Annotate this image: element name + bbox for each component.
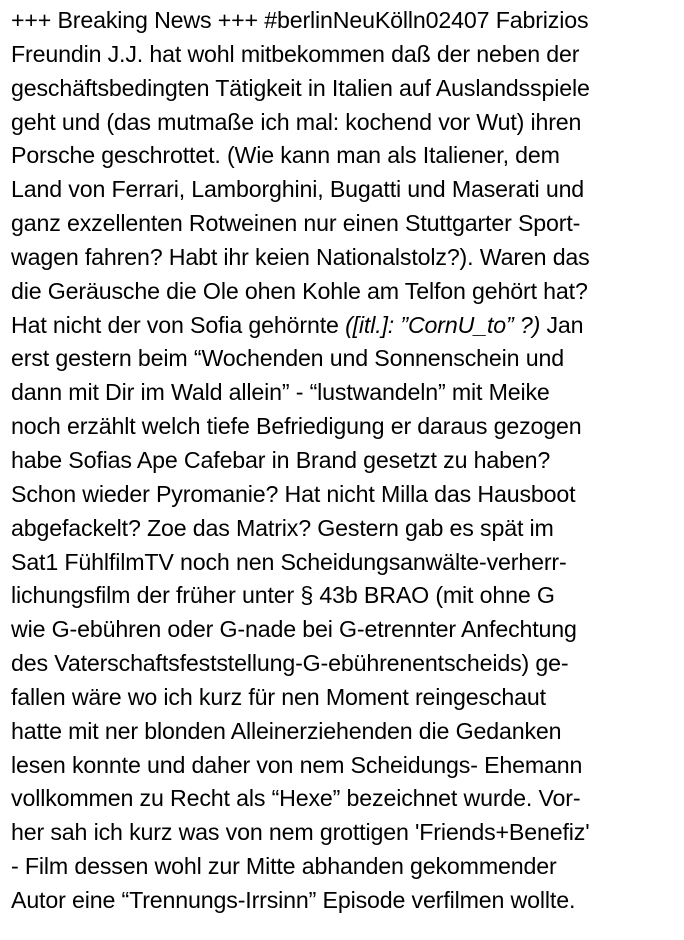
text-line: vollkommen zu Recht als “Hexe” bezeichnet wurde. Vor-: [11, 785, 581, 812]
text-line: Autor eine “Trennungs-Irrsinn” Episode verfilmen wollte.: [11, 886, 576, 913]
text-line: geschäftsbedingten Tätigkeit in Italien auf Auslandsspiele: [11, 74, 590, 101]
text-line: +++ Breaking News +++ #berlinNeuKölln02407 Fabrizios: [11, 7, 589, 33]
text-segment: Jan: [540, 311, 584, 338]
document-text: [11, 4, 681, 918]
text-segment: Hat nicht der von Sofia gehörnte: [11, 311, 346, 338]
text-line: Porsche geschrottet. (Wie kann man als Italiener, dem: [11, 142, 560, 169]
text-line: habe Sofias Ape Cafebar in Brand gesetzt zu haben?: [11, 446, 551, 473]
text-line: Sat1 FühlfilmTV noch nen Scheidungsanwälte-verherr-: [11, 548, 567, 575]
text-line: hatte mit ner blonden Alleinerziehenden die Gedanken: [11, 717, 562, 744]
text-line: Schon wieder Pyromanie? Hat nicht Milla das Hausboot: [11, 480, 576, 507]
text-line: wie G-ebühren oder G-nade bei G-etrennter Anfechtung: [11, 616, 577, 643]
text-line: lesen konnte und daher von nem Scheidungs- Ehemann: [11, 751, 583, 778]
text-line: des Vaterschaftsfeststellung-G-ebührenentscheids) ge-: [11, 650, 569, 677]
text-line: her sah ich kurz was von nem grottigen 'Friends+Benefiz': [11, 819, 590, 846]
text-line: fallen wäre wo ich kurz für nen Moment reingeschaut: [11, 683, 546, 710]
text-line: Land von Ferrari, Lamborghini, Bugatti und Maserati und: [11, 176, 585, 203]
text-line: geht und (das mutmaße ich mal: kochend vor Wut) ihren: [11, 108, 582, 135]
text-line: erst gestern beim “Wochenden und Sonnenschein und: [11, 345, 564, 372]
text-line: lichungsfilm der früher unter § 43b BRAO (mit ohne G: [11, 582, 555, 609]
text-line: [11, 309, 681, 343]
text-line: ganz exzellenten Rotweinen nur einen Stuttgarter Sport-: [11, 210, 581, 237]
text-line: wagen fahren? Habt ihr keien Nationalstolz?). Waren das: [11, 243, 590, 270]
italic-annotation: ([itl.]: ”CornU_to” ?): [345, 311, 541, 338]
text-line: dann mit Dir im Wald allein” - “lustwandeln” mit Meike: [11, 379, 550, 406]
text-line: noch erzählt welch tiefe Befriedigung er daraus gezogen: [11, 413, 582, 440]
text-line: Freundin J.J. hat wohl mitbekommen daß der neben der: [11, 40, 580, 67]
text-line: die Geräusche die Ole ohen Kohle am Telfon gehört hat?: [11, 277, 588, 304]
text-line: - Film dessen wohl zur Mitte abhanden gekommender: [11, 853, 557, 880]
text-line: abgefackelt? Zoe das Matrix? Gestern gab es spät im: [11, 514, 554, 541]
